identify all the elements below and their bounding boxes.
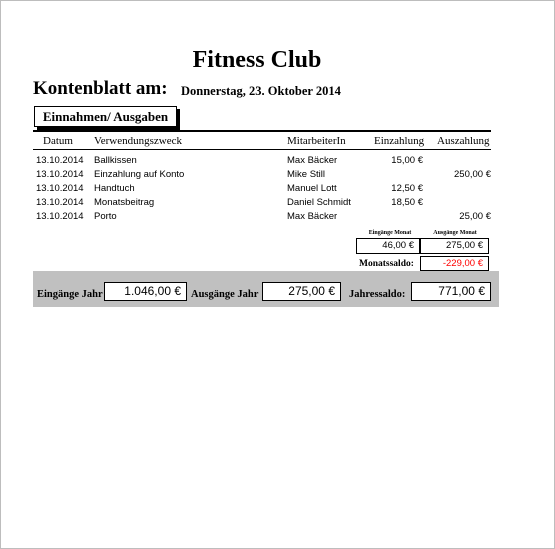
ausgaenge-jahr-label: Ausgänge Jahr [191,289,259,300]
eingaenge-jahr-label: Eingänge Jahr [37,289,103,300]
row-1-datum: 13.10.2014 [36,169,84,180]
eingaenge-monat-label: Eingänge Monat [368,230,412,236]
row-0-zweck: Ballkissen [94,155,137,166]
row-1-zweck: Einzahlung auf Konto [94,169,185,180]
row-3-zweck: Monatsbeitrag [94,197,155,208]
row-0-einzahlung: 15,00 € [391,155,423,166]
eingaenge-jahr-value: 1.046,00 € [104,282,187,301]
row-4-datum: 13.10.2014 [36,211,84,222]
ausgaenge-jahr-value: 275,00 € [262,282,341,301]
row-3-datum: 13.10.2014 [36,197,84,208]
monatssaldo-value: -229,00 € [420,256,489,271]
konten-label: Kontenblatt am: [33,78,168,99]
table-header-rule [33,149,491,150]
page-title: Fitness Club [192,47,322,73]
header-einzahlung: Einzahlung [374,135,425,147]
row-3-einzahlung: 18,50 € [391,197,423,208]
jahressaldo-label: Jahressaldo: [349,289,406,300]
row-4-zweck: Porto [94,211,117,222]
row-1-auszahlung: 250,00 € [454,169,491,180]
row-2-datum: 13.10.2014 [36,183,84,194]
header-datum: Datum [43,135,73,147]
jahressaldo-value: 771,00 € [411,282,491,301]
header-auszahlung: Auszahlung [437,135,490,147]
header-verwendungszweck: Verwendungszweck [94,135,182,147]
table-top-rule [33,130,491,132]
row-4-mitarbeiter: Max Bäcker [287,211,338,222]
ausgaenge-monat-value: 275,00 € [420,238,489,254]
row-1-mitarbeiter: Mike Still [287,169,326,180]
row-2-mitarbeiter: Manuel Lott [287,183,337,194]
row-0-datum: 13.10.2014 [36,155,84,166]
konten-date: Donnerstag, 23. Oktober 2014 [181,84,341,98]
einnahmen-ausgaben-button[interactable]: Einnahmen/ Ausgaben [34,106,177,127]
header-mitarbeiter: MitarbeiterIn [287,135,346,147]
eingaenge-monat-value: 46,00 € [356,238,420,254]
row-0-mitarbeiter: Max Bäcker [287,155,338,166]
monatssaldo-label: Monatssaldo: [359,259,414,269]
ausgaenge-monat-label: Ausgänge Monat [433,230,477,236]
row-2-zweck: Handtuch [94,183,135,194]
row-4-auszahlung: 25,00 € [459,211,491,222]
row-3-mitarbeiter: Daniel Schmidt [287,197,351,208]
row-2-einzahlung: 12,50 € [391,183,423,194]
